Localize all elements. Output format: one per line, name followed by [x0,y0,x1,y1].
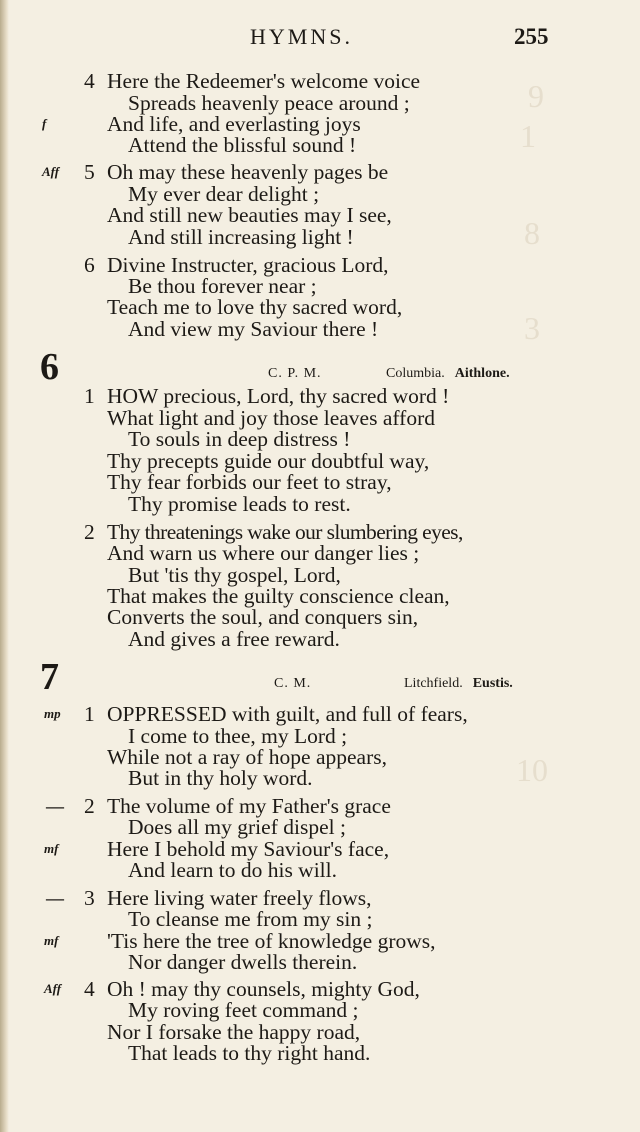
verse-line: And learn to do his will. [128,858,338,882]
verse-line: And gives a free reward. [128,627,340,651]
verse-line: Here the Redeemer's welcome voice [107,69,421,93]
verse-line: Teach me to love thy sacred word, [107,295,403,319]
verse-line: The volume of my Father's grace [107,794,391,818]
verse-line: To cleanse me from my sin ; [128,907,373,931]
verse-number: 6 [84,253,95,277]
tune-name: Litchfield. [404,676,463,691]
show-through-decoration: 10 [516,752,548,788]
page-number: 255 [514,24,549,49]
tune-names [386,364,510,384]
tune-name: Eustis. [472,676,513,691]
hymn-meter: C. M. [274,676,312,691]
verse-line: My ever dear delight ; [128,182,320,206]
verse-line: While not a ray of hope appears, [107,745,387,769]
dynamic-mark: — [46,796,64,816]
hymn-meter: C. P. M. [268,366,322,381]
verse-line: Divine Instructer, gracious Lord, [107,253,389,277]
verse-number: 2 [84,520,95,544]
hymn-number: 6 [40,346,59,388]
verse-line: Oh ! may thy counsels, mighty God, [107,977,420,1001]
dynamic-mark: — [46,888,64,908]
verse-line: HOW precious, Lord, thy sacred word ! [107,384,450,408]
verse-line: Converts the soul, and conquers sin, [107,605,419,629]
verse-number: 4 [84,977,95,1001]
hymn-number: 7 [40,656,59,698]
verse-line: Here I behold my Saviour's face, [107,837,390,861]
dynamic-mark: Aff [44,981,62,996]
verse-line: Here living water freely flows, [107,886,372,910]
verse-line: Oh may these heavenly pages be [107,160,389,184]
verse-line: And still new beauties may I see, [107,203,392,227]
verse-line: But 'tis thy gospel, Lord, [128,563,341,587]
verse-line: I come to thee, my Lord ; [128,724,348,748]
verse-line: My roving feet command ; [128,998,359,1022]
tune-name: Columbia. [386,366,445,381]
running-header: HYMNS. [250,24,353,49]
verse-line: And warn us where our danger lies ; [107,541,420,565]
verse-line: What light and joy those leaves afford [107,406,435,430]
verse-line: Nor danger dwells therein. [128,950,358,974]
verse-line: And view my Saviour there ! [128,317,379,341]
verse-line: Spreads heavenly peace around ; [128,91,410,115]
verse-line: That leads to thy right hand. [128,1041,371,1065]
dynamic-mark: f [42,116,47,131]
verse-line: And life, and everlasting joys [107,112,361,136]
verse-line: Thy threatenings wake our slumbering eyes, [107,520,463,544]
verse-line: Thy promise leads to rest. [128,492,351,516]
tune-names [404,674,513,694]
verse-line: Nor I forsake the happy road, [107,1020,361,1044]
verse-line: 'Tis here the tree of knowledge grows, [107,929,436,953]
verse-number: 4 [84,69,95,93]
tune-name: Aithlone. [454,366,510,381]
verse-number: 2 [84,794,95,818]
show-through-decoration: 9 [528,78,544,114]
dynamic-mark: mf [44,841,59,856]
verse-line: Attend the blissful sound ! [128,133,357,157]
show-through-decoration: 3 [524,310,540,346]
dynamic-mark: mp [44,706,61,721]
show-through-decoration: 1 [520,118,536,154]
verse-line: That makes the guilty conscience clean, [107,584,450,608]
verse-number: 1 [84,702,95,726]
dynamic-mark: mf [44,933,59,948]
verse-number: 3 [84,886,95,910]
verse-line: But in thy holy word. [128,766,313,790]
verse-number: 1 [84,384,95,408]
dynamic-mark: Aff [42,164,60,179]
verse-line: And still increasing light ! [128,225,354,249]
verse-line: OPPRESSED with guilt, and full of fears, [107,702,468,726]
verse-line: Thy fear forbids our feet to stray, [107,470,392,494]
verse-number: 5 [84,160,95,184]
verse-line: Be thou forever near ; [128,274,317,298]
verse-line: Thy precepts guide our doubtful way, [107,449,430,473]
verse-line: To souls in deep distress ! [128,427,351,451]
verse-line: Does all my grief dispel ; [128,815,346,839]
show-through-decoration: 8 [524,215,540,251]
